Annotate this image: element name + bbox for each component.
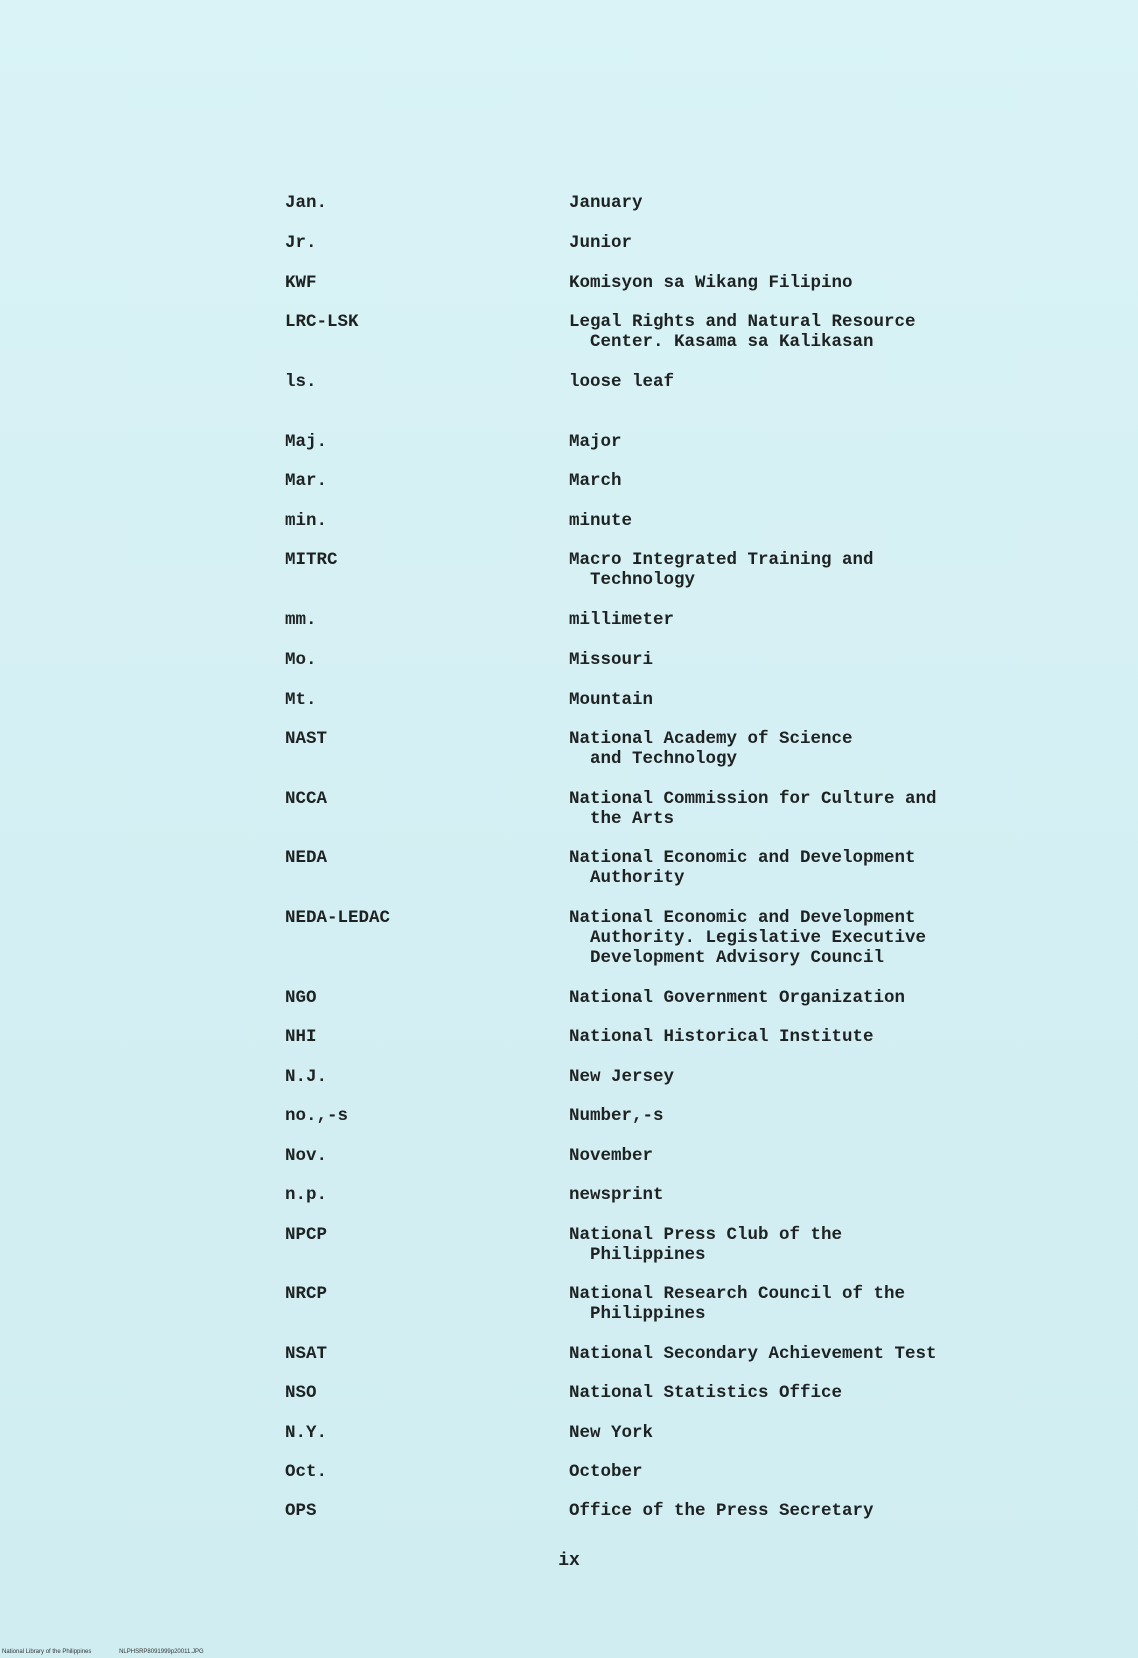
meaning: Mountain <box>569 690 654 710</box>
meaning: March <box>569 471 622 491</box>
meaning: National Economic and Development Authority <box>569 848 916 888</box>
abbreviation: min. <box>285 511 328 531</box>
abbreviation: Jr. <box>285 233 317 253</box>
meaning: November <box>569 1146 654 1166</box>
meaning: Major <box>569 432 622 452</box>
meaning: newsprint <box>569 1185 664 1205</box>
abbreviation: Mo. <box>285 650 317 670</box>
abbreviation: NCCA <box>285 789 328 809</box>
meaning: National Historical Institute <box>569 1027 874 1047</box>
meaning: October <box>569 1462 643 1482</box>
footer-filename: NLPHSRP8091999p20011.JPG <box>119 1649 204 1655</box>
abbreviation: no.,-s <box>285 1106 349 1126</box>
meaning: Legal Rights and Natural Resource Center. Kasama sa Kalikasan <box>569 312 916 352</box>
abbreviation: Mar. <box>285 471 328 491</box>
meaning: Missouri <box>569 650 654 670</box>
meaning: National Academy of Science and Technology <box>569 729 853 769</box>
abbreviation: NRCP <box>285 1284 328 1304</box>
meaning: Macro Integrated Training and Technology <box>569 550 874 590</box>
abbreviation: NPCP <box>285 1225 328 1245</box>
abbreviation: Jan. <box>285 193 328 213</box>
scan-footer <box>2 1648 204 1656</box>
abbreviation: OPS <box>285 1501 317 1521</box>
abbreviation: NSO <box>285 1383 317 1403</box>
meaning: National Secondary Achievement Test <box>569 1344 937 1364</box>
page-number: ix <box>558 1551 580 1571</box>
meaning: Office of the Press Secretary <box>569 1501 874 1521</box>
abbreviation: Maj. <box>285 432 328 452</box>
abbreviation: N.Y. <box>285 1423 328 1443</box>
meaning: millimeter <box>569 610 675 630</box>
abbreviation: NSAT <box>285 1344 328 1364</box>
abbreviation: NEDA-LEDAC <box>285 908 391 928</box>
meaning: minute <box>569 511 633 531</box>
abbreviation: MITRC <box>285 550 338 570</box>
meaning: January <box>569 193 643 213</box>
abbreviation: LRC-LSK <box>285 312 359 332</box>
meaning: National Commission for Culture and the Arts <box>569 789 937 829</box>
abbreviation: Mt. <box>285 690 317 710</box>
abbreviation: N.J. <box>285 1067 328 1087</box>
abbreviation: NAST <box>285 729 328 749</box>
abbreviation: NHI <box>285 1027 317 1047</box>
meaning: loose leaf <box>569 372 675 392</box>
abbreviation: Oct. <box>285 1462 328 1482</box>
abbreviation: n.p. <box>285 1185 328 1205</box>
meaning: National Research Council of the Philippines <box>569 1284 906 1324</box>
abbreviation: ls. <box>285 372 317 392</box>
meaning: National Statistics Office <box>569 1383 843 1403</box>
abbreviation: KWF <box>285 273 317 293</box>
abbreviation: mm. <box>285 610 317 630</box>
abbreviation: NGO <box>285 988 317 1008</box>
meaning: New Jersey <box>569 1067 675 1087</box>
meaning: Number,-s <box>569 1106 664 1126</box>
meaning: National Press Club of the Philippines <box>569 1225 843 1265</box>
abbreviation: NEDA <box>285 848 328 868</box>
meaning: National Government Organization <box>569 988 906 1008</box>
meaning: Komisyon sa Wikang Filipino <box>569 273 853 293</box>
footer-source: National Library of the Philippines <box>2 1649 92 1655</box>
meaning: New York <box>569 1423 654 1443</box>
meaning: Junior <box>569 233 633 253</box>
meaning: National Economic and Development Authority. Legislative Executive Development Advisory Council <box>569 908 927 968</box>
abbreviation: Nov. <box>285 1146 328 1166</box>
